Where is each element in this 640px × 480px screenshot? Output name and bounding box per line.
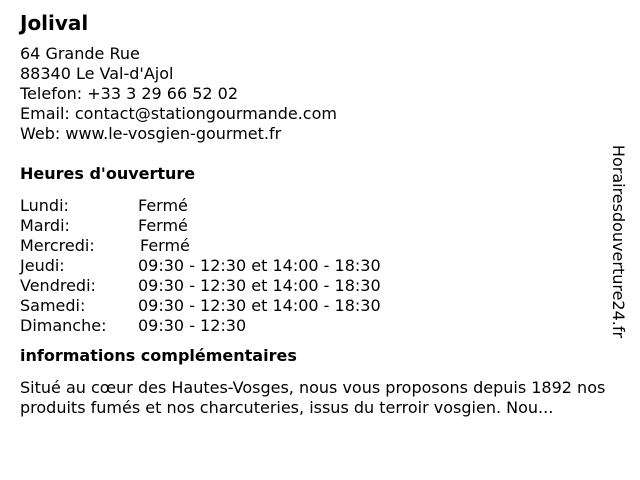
phone-line: Telefon: +33 3 29 66 52 02 (20, 84, 239, 103)
day-hours: 09:30 - 12:30 et 14:00 - 18:30 (138, 276, 381, 295)
email-line: Email: contact@stationgourmande.com (20, 104, 337, 123)
business-name: Jolival (20, 11, 89, 35)
day-label: Samedi: (20, 296, 86, 315)
hours-row-dimanche (20, 316, 610, 336)
business-card (20, 10, 610, 418)
info-heading: informations complémentaires (20, 346, 297, 365)
day-hours: Fermé (138, 216, 188, 235)
site-watermark (608, 136, 630, 346)
hours-table (20, 196, 610, 336)
info-description: Situé au cœur des Hautes-Vosges, nous vous proposons depuis 1892 nos produits fumés et nos charcuteries, issus du terroir vosgien. Nou... (20, 378, 606, 417)
day-hours: 09:30 - 12:30 et 14:00 - 18:30 (138, 296, 381, 315)
address-street: 64 Grande Rue (20, 44, 140, 63)
hours-heading: Heures d'ouverture (20, 164, 196, 183)
address-city: 88340 Le Val-d'Ajol (20, 64, 174, 83)
hours-row-mercredi (20, 236, 610, 256)
watermark-text: Horairesdouverture24.fr (609, 144, 629, 338)
hours-row-samedi (20, 296, 610, 316)
hours-row-mardi (20, 216, 610, 236)
hours-row-jeudi (20, 256, 610, 276)
day-label: Dimanche: (20, 316, 107, 335)
web-line: Web: www.le-vosgien-gourmet.fr (20, 124, 282, 143)
day-label: Mardi: (20, 216, 70, 235)
day-label: Lundi: (20, 196, 69, 215)
day-hours: Fermé (140, 236, 190, 255)
day-hours: Fermé (138, 196, 188, 215)
day-label: Jeudi: (20, 256, 65, 275)
day-label: Mercredi: (20, 236, 95, 255)
hours-row-lundi (20, 196, 610, 216)
day-label: Vendredi: (20, 276, 96, 295)
hours-row-vendredi (20, 276, 610, 296)
day-hours: 09:30 - 12:30 et 14:00 - 18:30 (138, 256, 381, 275)
day-hours: 09:30 - 12:30 (138, 316, 247, 335)
